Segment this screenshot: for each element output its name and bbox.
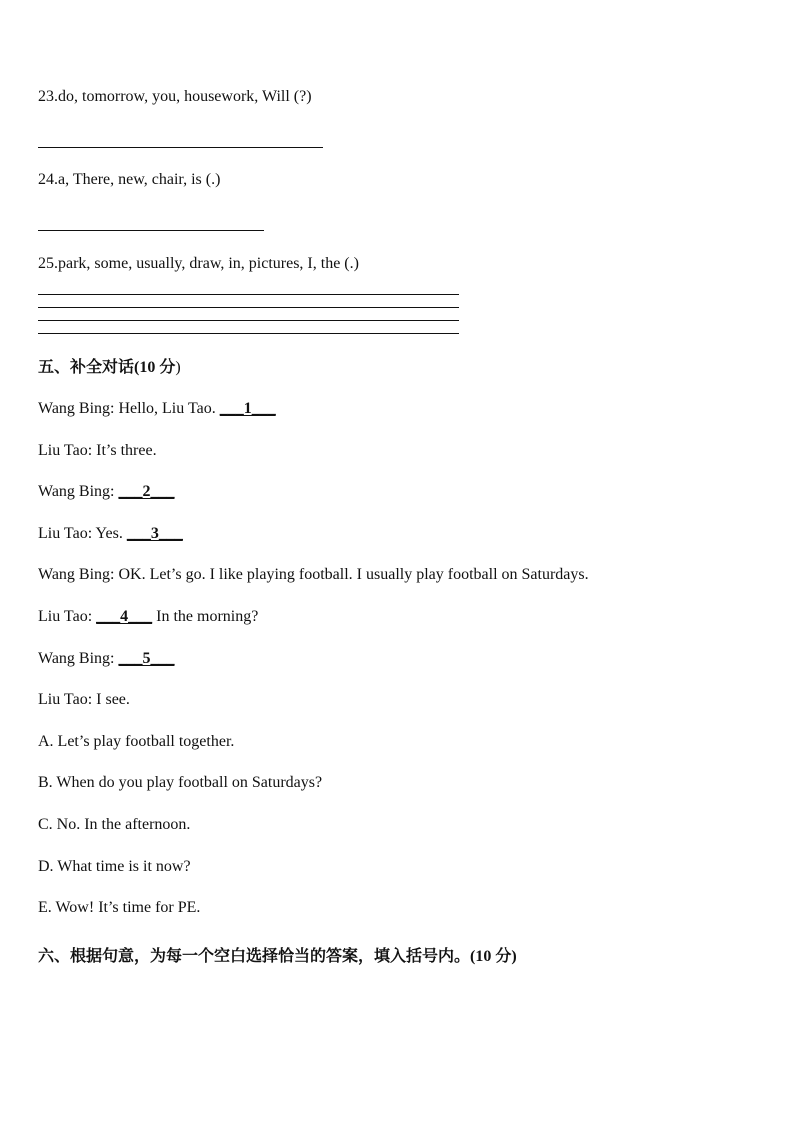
- answer-line[interactable]: [38, 333, 459, 334]
- dialogue-line-1: [38, 399, 276, 419]
- option-e: E. Wow! It’s time for PE.: [38, 899, 201, 916]
- blank-2[interactable]: ___2___: [118, 483, 175, 500]
- blank-3[interactable]: ___3___: [126, 525, 183, 542]
- option-b: B. When do you play football on Saturdays?: [38, 774, 323, 791]
- speaker: Wang Bing:: [38, 566, 119, 583]
- dialogue-line-8: [38, 690, 130, 710]
- dialogue-line-2: [38, 441, 157, 461]
- line-text: Hello, Liu Tao.: [118, 400, 220, 417]
- blank-1[interactable]: ___1___: [219, 400, 276, 417]
- dialogue-line-3: [38, 482, 174, 502]
- speaker: Wang Bing:: [38, 650, 119, 667]
- question-text: do, tomorrow, you, housework, Will (?): [58, 88, 312, 105]
- line-text: I see.: [96, 691, 130, 708]
- question-text: a, There, new, chair, is (.): [58, 171, 221, 188]
- question-24: [38, 170, 220, 190]
- answer-line[interactable]: [38, 294, 459, 295]
- line-text: It’s three.: [96, 442, 157, 459]
- speaker: Liu Tao:: [38, 525, 96, 542]
- section-title-text: 五、补全对话(10 分: [38, 359, 176, 376]
- question-25: [38, 254, 359, 274]
- speaker: Liu Tao:: [38, 691, 97, 708]
- line-text: OK. Let’s go. I like playing football. I usually play football on Saturdays.: [118, 566, 589, 583]
- speaker: Wang Bing:: [38, 483, 119, 500]
- line-text: Yes.: [95, 525, 127, 542]
- speaker: Liu Tao:: [38, 608, 97, 625]
- question-text: park, some, usually, draw, in, pictures, I, the (.): [58, 255, 359, 272]
- speaker: Liu Tao:: [38, 442, 97, 459]
- answer-line[interactable]: [38, 147, 323, 148]
- blank-5[interactable]: ___5___: [118, 650, 175, 667]
- section-title-tail: ): [175, 359, 181, 376]
- question-number: 25.: [38, 255, 58, 272]
- speaker: Wang Bing:: [38, 400, 119, 417]
- dialogue-line-5: [38, 565, 589, 585]
- dialogue-line-6: [38, 607, 258, 627]
- dialogue-line-7: [38, 649, 174, 669]
- section-6-title: 六、根据句意，为每一个空白选择恰当的答案，填入括号内。(10 分): [38, 948, 517, 965]
- answer-line[interactable]: [38, 307, 459, 308]
- line-text: In the morning?: [152, 608, 259, 625]
- section-5-title: [38, 358, 181, 378]
- option-d: D. What time is it now?: [38, 858, 191, 875]
- question-number: 24.: [38, 171, 58, 188]
- option-c: C. No. In the afternoon.: [38, 816, 191, 833]
- dialogue-line-4: [38, 524, 183, 544]
- question-23: [38, 87, 312, 107]
- question-number: 23.: [38, 88, 58, 105]
- answer-line[interactable]: [38, 230, 264, 231]
- answer-line[interactable]: [38, 320, 459, 321]
- blank-4[interactable]: ___4___: [96, 608, 153, 625]
- option-a: A. Let’s play football together.: [38, 733, 235, 750]
